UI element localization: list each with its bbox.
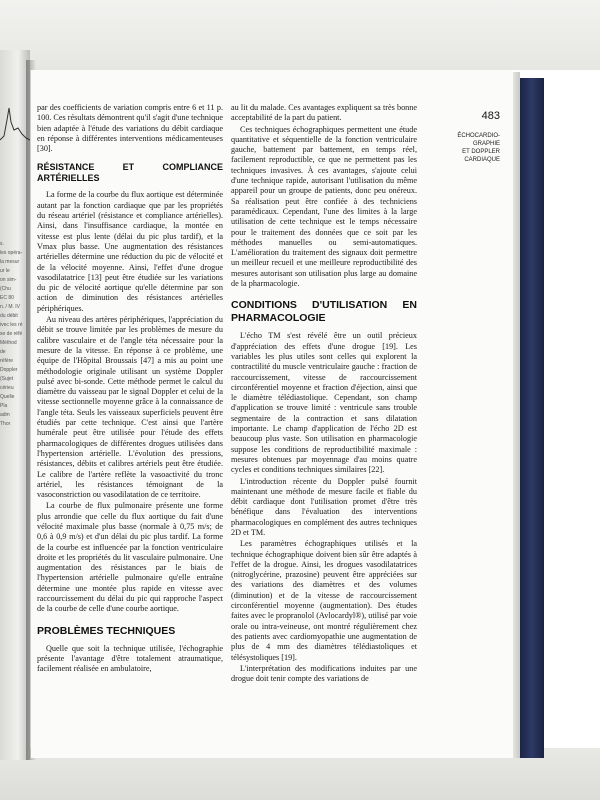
book-cover bbox=[520, 78, 544, 758]
facing-page-fragment: Pla bbox=[0, 403, 8, 409]
paragraph: L'introduction récente du Doppler pulsé fournit maintenant une méthode de mesure facile et fiable du débit cardiaque dont l'utilisation promet d'être très bénéfique dans l'évaluation des interventions pharmacologiques en complément des autres techniques 2D et TM. bbox=[231, 476, 417, 537]
paragraph: Au niveau des artères périphériques, l'appréciation du débit se trouve limitée par les problèmes de mesure du calibre vasculaire et de l'angle téta nécessaire pour la mesure de la vitesse. En réponse à ce problème, une équipe de l'Hôpital Broussais [47] a mis au point une méthodologie originale utilisant un système Doppler pulsé avec bi-sonde. Cette méthode permet le calcul du diamètre du vaisseau par le signal Doppler et celui de la vitesse sectionnelle moyenne grâce à la connaissance de l'angle téta. Seuls les vaisseaux superficiels peuvent être étudiés par cette technique. C'est ainsi que l'artère humérale peut être utilisée pour l'étude des effets pharmacologiques de différentes drogues utilisées dans l'hypertension artérielle. L'évolution des pressions, résistances, débits et calibres artériels peut être étudiée. Le calibre de l'artère reflète la vasoactivité du tronc artériel, les résistances témoignant de la vasoconstriction ou vasodilatation de ce territoire. bbox=[37, 315, 223, 500]
facing-page-fragment: Méthod bbox=[0, 340, 17, 346]
facing-page-fragment: on sim- bbox=[0, 277, 17, 283]
page-edges bbox=[513, 72, 520, 758]
section-heading: RÉSISTANCE ET COMPLIANCE ARTÉRIELLES bbox=[37, 162, 223, 184]
facing-page-fragment: ur le bbox=[0, 268, 10, 274]
paragraph: par des coefficients de variation compris entre 6 et 11 p. 100. Ces résultats démontrent qu'il s'agit d'une technique bien adaptée à l'étude des variations du débit cardiaque en réponse à différentes interventions médicamenteuses [30]. bbox=[37, 103, 223, 154]
facing-page-fragment: (Chu bbox=[0, 286, 11, 292]
facing-page-fragment: Doppler bbox=[0, 367, 18, 373]
section-heading: CONDITIONS D'UTILISATION EN PHARMACOLOGIE bbox=[231, 299, 417, 325]
page-number: 483 bbox=[481, 110, 500, 122]
paragraph: Quelle que soit la technique utilisée, l'échographie présente l'avantage d'être totalement atraumatique, facilement réalisée en ambulatoire, bbox=[37, 643, 223, 674]
text-column-left bbox=[37, 103, 223, 676]
paragraph: Les paramètres échographiques utilisés et la technique échographique doivent bien sûr être adaptés à l'effet de la drogue. Ainsi, les drogues vasodilatatrices (nitroglycérine, prazosine) peuvent être appréciées sur des variations des diamètres et des volumes (diminution) et de la vitesse de raccourcissement circonférentiel moyenne (augmentation). Des études faites avec le propranolol (Avlocardyl®), utilisé par voie orale ou intra-veineuse, ont montré régulièrement chez des patients avec cardiomyopathie une augmentation de plus de 4 mm des diamètres télédiastoliques et télésystoliques [19]. bbox=[231, 539, 417, 662]
facing-page-fragment: référe bbox=[0, 358, 14, 364]
facing-page-fragment: du débit bbox=[0, 313, 18, 319]
paragraph: L'interprétation des modifications induites par une drogue doit tenir compte des variations de bbox=[231, 663, 417, 684]
facing-page-fragment: cérieu bbox=[0, 385, 14, 391]
facing-page-fragment: adm bbox=[0, 412, 10, 418]
section-heading: PROBLÈMES TECHNIQUES bbox=[37, 624, 176, 637]
paragraph: La forme de la courbe du flux aortique est déterminée autant par la fonction cardiaque que par les propriétés du réseau artériel (résistance et compliance artérielles). Ainsi, dans l'insuffisance cardiaque, la montée en vitesse est plus lente (délai du pic plus tardif), et la Vmax plus basse. Une augmentation des résistances artérielles détermine une réduction du pic de vélocité et de la vélocité moyenne. Ainsi, l'effet d'une drogue vasodilatatrice [13] peut être étudiée sur les variations du pic de vélocité aortique qu'elle détermine par son action de diminution des résistances artérielles périphériques. bbox=[37, 190, 223, 313]
paragraph: L'écho TM s'est révélé être un outil précieux d'appréciation des effets d'une drogue [19]. Les variables les plus utiles sont celles qui explorent la contractilité du muscle ventriculaire gauche : fraction de raccourcissement, vitesse de raccourcissement circonférentiel moyenne et fraction d'éjection, ainsi que le diamètre télédiastolique. Cependant, son champ d'application se trouve limité : ventricule sans trouble segmentaire de la contraction et sans dilatation importante. Le champ d'application de l'écho 2D est beaucoup plus vaste. Son utilisation en pharmacologie suppose les conditions de reproductibilité maximale : mesures obtenues par moyennage d'au moins quatre cycles et conditions techniques similaires [22]. bbox=[231, 331, 417, 475]
facing-page-fragment: ivec les ré bbox=[0, 322, 23, 328]
facing-page-fragment: (Sujet bbox=[0, 376, 14, 382]
facing-page-fragment: EC 80 bbox=[0, 295, 14, 301]
facing-page-fragment: la mesur bbox=[0, 259, 20, 265]
facing-page-fragment: se de réfé bbox=[0, 331, 23, 337]
paragraph: au lit du malade. Ces avantages expliquent sa très bonne acceptabilité de la part du patient. bbox=[231, 103, 417, 123]
paragraph: La courbe de flux pulmonaire présente une forme plus arrondie que celle du flux aortique du fait d'une vélocité maximale plus basse (normale à 0,75 m/s; de 0,6 à 0,9 m/s) et d'un délai du pic plus tardif. La forme de la courbe est influencée par la fonction ventriculaire droite et les propriétés du lit vasculaire pulmonaire. Une augmentation des résistances par le biais de l'hypertension artérielle pulmonaire qu'elle entraîne détermine une montée plus rapide en vitesse avec raccourcissement du délai du pic qui rapproche l'aspect de la courbe de celle d'une courbe aortique. bbox=[37, 501, 223, 614]
paragraph: Ces techniques échographiques permettent une étude quantitative et séquentielle de la fonction ventriculaire gauche, battement par battement, en temps réel, facilement reproductible, ce que ne permettent pas les techniques invasives. À ces avantages, s'ajoute celui d'une technique rapide, autorisant l'utilisation du même appareil pour un groupe de patients, donc peu onéreux. Sa réalisation peut être confiée à des techniciens paramédicaux. Cependant, l'une des limites à la large utilisation de cette technique est le temps nécessaire pour le traitement des données que ce soit par les méthodes manuelles ou semi-automatiques. L'amélioration du traitement des signaux doit permettre un meilleur recueil et une meilleure reproductibilité des mesures autorisant son utilisation plus large au domaine de la pharmacologie. bbox=[231, 124, 417, 289]
running-title: ÉCHOCARDIO- GRAPHIE ET DOPPLER CARDIAQUE bbox=[457, 133, 500, 163]
facing-page-fragment: Quelle bbox=[0, 394, 15, 400]
facing-page-fragment: n. / M. IV bbox=[0, 304, 21, 310]
facing-page-fragment: les opéra- bbox=[0, 250, 23, 256]
facing-page-fragment: Thor bbox=[0, 421, 11, 427]
facing-page-fragment: de bbox=[0, 349, 6, 355]
text-column-right bbox=[231, 103, 417, 685]
background-top bbox=[0, 0, 600, 70]
facing-page-fragment: s. bbox=[0, 241, 4, 247]
page-header bbox=[430, 110, 500, 164]
